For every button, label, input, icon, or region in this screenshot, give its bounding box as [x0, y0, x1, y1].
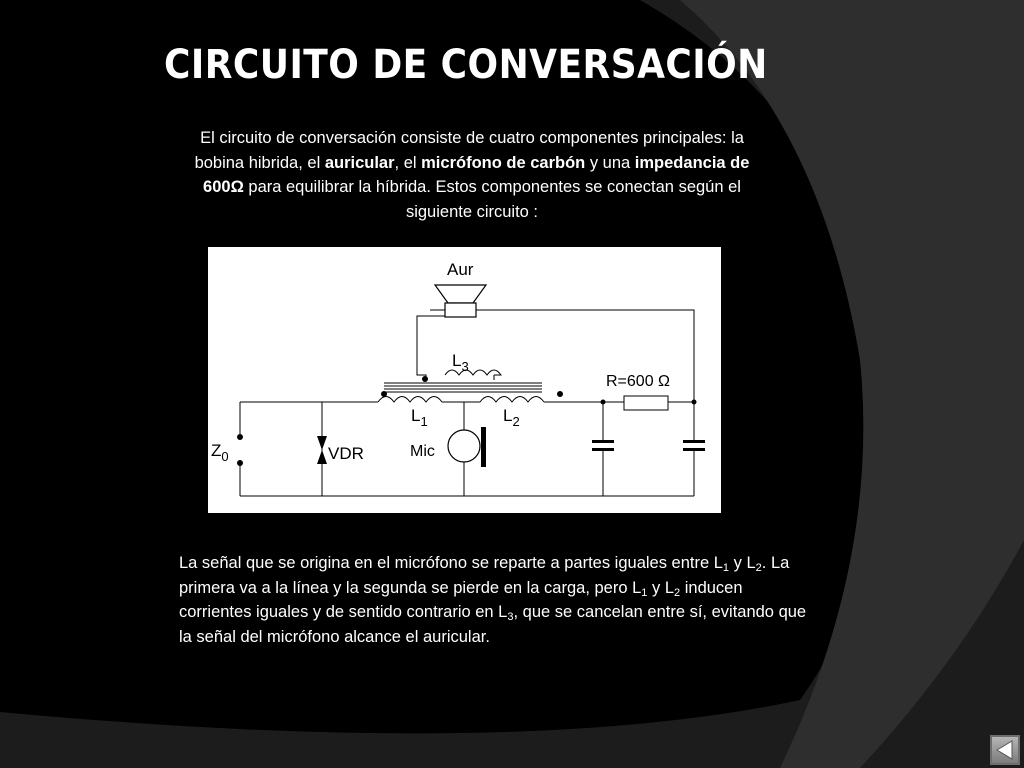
intro-paragraph: El circuito de conversación consiste de cuatro componentes principales: la bobina hibrida, el auricular, el micrófono de carbón y una impedancia de 600Ω para equilibrar la híbrida. Estos componentes se conectan según el siguiente circuito : — [194, 129, 750, 221]
intro-emphasis-impedancia: impedancia de 600Ω — [203, 153, 750, 196]
coil-l3 — [445, 370, 501, 375]
description-paragraph: La señal que se origina en el micrófono se reparte a partes iguales entre $L_1$ y $L_2$. La primera va a la línea y la segunda se pierde en la carga, pero $L_1$ y $L_2$ inducen corrientes iguales y de sentido contrario en $L_3$, que se cancelan entre sí, evitando que la señal del micrófono alcance el auricular. — [179, 554, 807, 646]
previous-slide-button[interactable] — [990, 735, 1020, 765]
line-terminal-icon — [237, 434, 243, 466]
vdr-varistor-icon — [317, 436, 327, 464]
intro-emphasis-auricular: auricular — [324, 153, 395, 172]
transformer-core — [384, 383, 542, 392]
coil-l1 — [378, 397, 464, 403]
circuit-diagram — [208, 247, 721, 513]
capacitor-icon — [683, 440, 705, 451]
label-l3: $L_3$ — [452, 351, 469, 374]
label-mic: Mic — [410, 443, 435, 460]
earpiece-icon — [435, 285, 486, 317]
triangle-left-icon — [992, 737, 1018, 763]
label-vdr: VDR — [328, 444, 364, 463]
label-l2: $L_2$ — [503, 406, 520, 429]
label-z0: $Z_0$ — [211, 441, 229, 464]
slide-title: CIRCUITO DE CONVERSACIÓN — [164, 42, 768, 88]
capacitor-icon — [592, 440, 614, 451]
wire-l3-left — [417, 316, 445, 380]
microphone-icon — [448, 427, 486, 467]
label-l1: $L_1$ — [411, 406, 428, 429]
resistor-600-ohm — [624, 396, 668, 410]
label-aur: Aur — [447, 260, 474, 279]
coil-l2 — [464, 397, 544, 403]
label-resistor: R=600 Ω — [606, 373, 670, 390]
intro-emphasis-microfono: micrófono de carbón — [421, 153, 586, 172]
